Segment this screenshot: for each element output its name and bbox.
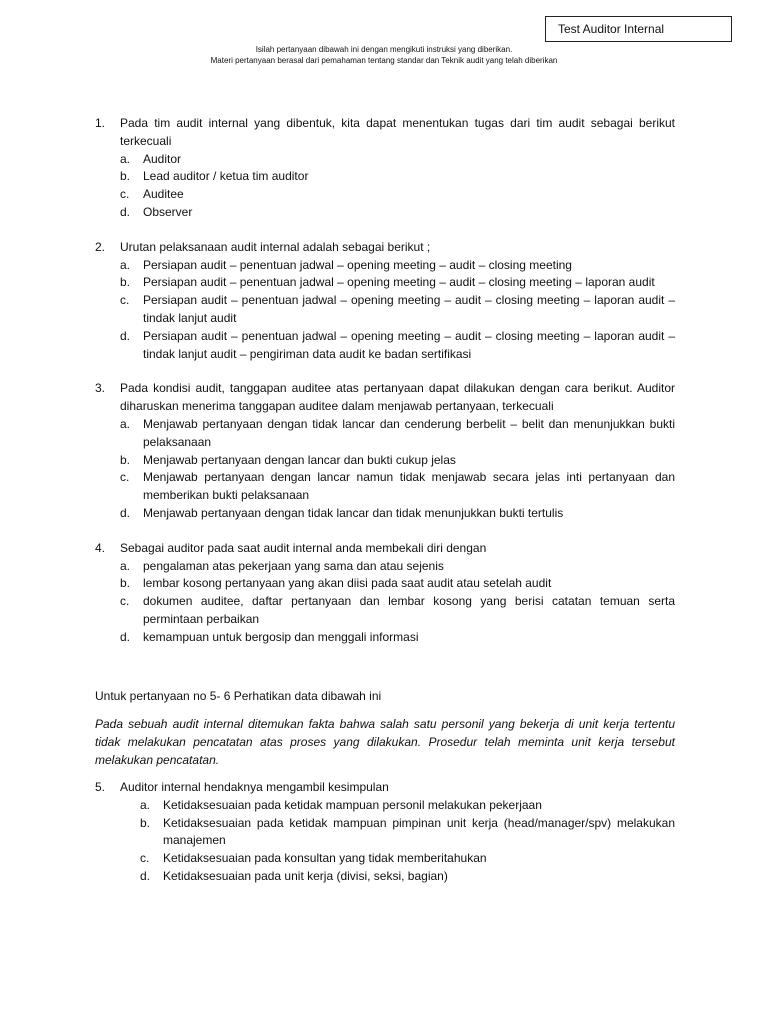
question-4 — [95, 540, 675, 647]
option-letter: d. — [120, 328, 131, 343]
option-letter: a. — [120, 558, 131, 573]
option-d — [95, 328, 675, 364]
case-description: Pada sebuah audit internal ditemukan fakta bahwa salah satu personil yang bekerja di unit kerja tertentu tidak melakukan pencatatan atas proses yang dilakukan. Prosedur telah meminta unit kerja tersebut melakukan pencatatan. — [95, 717, 675, 767]
option-letter: b. — [120, 169, 131, 184]
option-b — [95, 274, 675, 292]
option-text: Ketidaksesuaian pada unit kerja (divisi, seksi, bagian) — [163, 868, 448, 883]
option-d — [95, 204, 675, 222]
option-text: Menjawab pertanyaan dengan tidak lancar dan tidak menunjukkan bukti tertulis — [143, 505, 564, 520]
option-a — [95, 558, 675, 576]
option-b — [95, 575, 675, 593]
question-text: Pada tim audit internal yang dibentuk, kita dapat menentukan tugas dari tim audit sebagai berikut terkecuali — [120, 116, 675, 148]
option-letter: b. — [120, 576, 131, 591]
option-a — [95, 416, 675, 452]
option-c — [95, 186, 675, 204]
option-text: Menjawab pertanyaan dengan tidak lancar dan cenderung berbelit – belit dan menunjukkan bukti pelaksanaan — [143, 416, 675, 449]
question-number: 5. — [95, 780, 106, 794]
option-letter: c. — [120, 187, 130, 202]
option-d — [95, 868, 675, 886]
document-title: Test Auditor Internal — [545, 16, 732, 42]
option-letter: c. — [120, 594, 130, 609]
option-text: Menjawab pertanyaan dengan lancar dan bukti cukup jelas — [143, 452, 456, 467]
option-text: dokumen auditee, daftar pertanyaan dan lembar kosong yang berisi catatan temuan serta permintaan perbaikan — [143, 594, 675, 626]
option-text: Ketidaksesuaian pada konsultan yang tidak memberitahukan — [163, 851, 487, 866]
option-letter: d. — [140, 868, 151, 883]
section-intro: Untuk pertanyaan no 5- 6 Perhatikan data dibawah ini — [95, 689, 382, 703]
option-b — [95, 452, 675, 470]
question-number: 4. — [95, 540, 106, 555]
option-c — [95, 593, 675, 629]
option-text: lembar kosong pertanyaan yang akan diisi pada saat audit atau setelah audit — [143, 576, 552, 591]
question-number: 1. — [95, 116, 106, 130]
question-text: Auditor internal hendaknya mengambil kesimpulan — [120, 780, 389, 794]
option-letter: d. — [120, 629, 131, 644]
option-text: Menjawab pertanyaan dengan lancar namun tidak menjawab secara jelas inti pertanyaan dan memberikan bukti pelaksanaan — [143, 470, 675, 503]
question-1 — [95, 115, 675, 222]
question-text: Pada kondisi audit, tanggapan auditee atas pertanyaan dapat dilakukan dengan cara berikut. Auditor diharuskan menerima tanggapan auditee dalam menjawab pertanyaan, terkecuali — [120, 381, 675, 414]
option-text: Lead auditor / ketua tim auditor — [143, 169, 309, 184]
option-b — [95, 168, 675, 186]
option-letter: c. — [140, 851, 150, 866]
option-letter: b. — [120, 275, 131, 290]
option-text: Persiapan audit – penentuan jadwal – opening meeting – audit – closing meeting — [143, 257, 572, 272]
question-text: Sebagai auditor pada saat audit internal anda membekali diri dengan — [120, 540, 487, 555]
option-a — [95, 151, 675, 169]
option-text: Ketidaksesuaian pada ketidak mampuan pimpinan unit kerja (head/manager/spv) melakukan manajemen — [163, 815, 675, 848]
option-text: Auditee — [143, 187, 184, 202]
option-c — [95, 469, 675, 505]
option-letter: a. — [120, 416, 131, 431]
instruction-line-2: Materi pertanyaan berasal dari pemahaman tentang standar dan Teknik audit yang telah diberikan — [210, 56, 558, 65]
option-b — [95, 815, 675, 851]
option-letter: b. — [120, 452, 131, 467]
option-letter: c. — [120, 470, 130, 485]
option-letter: b. — [140, 815, 151, 830]
option-text: Auditor — [143, 151, 182, 166]
question-number: 2. — [95, 239, 106, 254]
option-text: Ketidaksesuaian pada ketidak mampuan personil melakukan pekerjaan — [163, 797, 542, 812]
option-d — [95, 505, 675, 523]
question-list — [95, 115, 675, 664]
question-number: 3. — [95, 381, 106, 396]
option-letter: a. — [120, 257, 131, 272]
question-3 — [95, 380, 675, 522]
option-text: Observer — [143, 204, 193, 219]
option-letter: a. — [120, 151, 131, 166]
option-a — [95, 797, 675, 815]
option-letter: d. — [120, 204, 131, 219]
option-text: Persiapan audit – penentuan jadwal – opening meeting – audit – closing meeting – laporan audit — [143, 275, 655, 290]
question-text: Urutan pelaksanaan audit internal adalah sebagai berikut ; — [120, 239, 431, 254]
option-c — [95, 292, 675, 328]
option-a — [95, 257, 675, 275]
option-text: Persiapan audit – penentuan jadwal – opening meeting – audit – closing meeting – laporan audit – tindak lanjut audit — [143, 293, 675, 325]
option-letter: a. — [140, 797, 151, 812]
option-letter: d. — [120, 505, 131, 520]
option-letter: c. — [120, 293, 130, 308]
option-text: Persiapan audit – penentuan jadwal – opening meeting – audit – closing meeting – laporan audit – tindak lanjut audit – pengiriman data audit ke badan sertifikasi — [143, 328, 675, 361]
option-d — [95, 629, 675, 647]
option-text: pengalaman atas pekerjaan yang sama dan atau sejenis — [143, 558, 444, 573]
option-text: kemampuan untuk bergosip dan menggali informasi — [143, 629, 419, 644]
question-2 — [95, 239, 675, 364]
question-5 — [95, 779, 675, 886]
instruction-line-1: Isilah pertanyaan dibawah ini dengan mengikuti instruksi yang diberikan. — [255, 45, 513, 54]
option-c — [95, 850, 675, 868]
